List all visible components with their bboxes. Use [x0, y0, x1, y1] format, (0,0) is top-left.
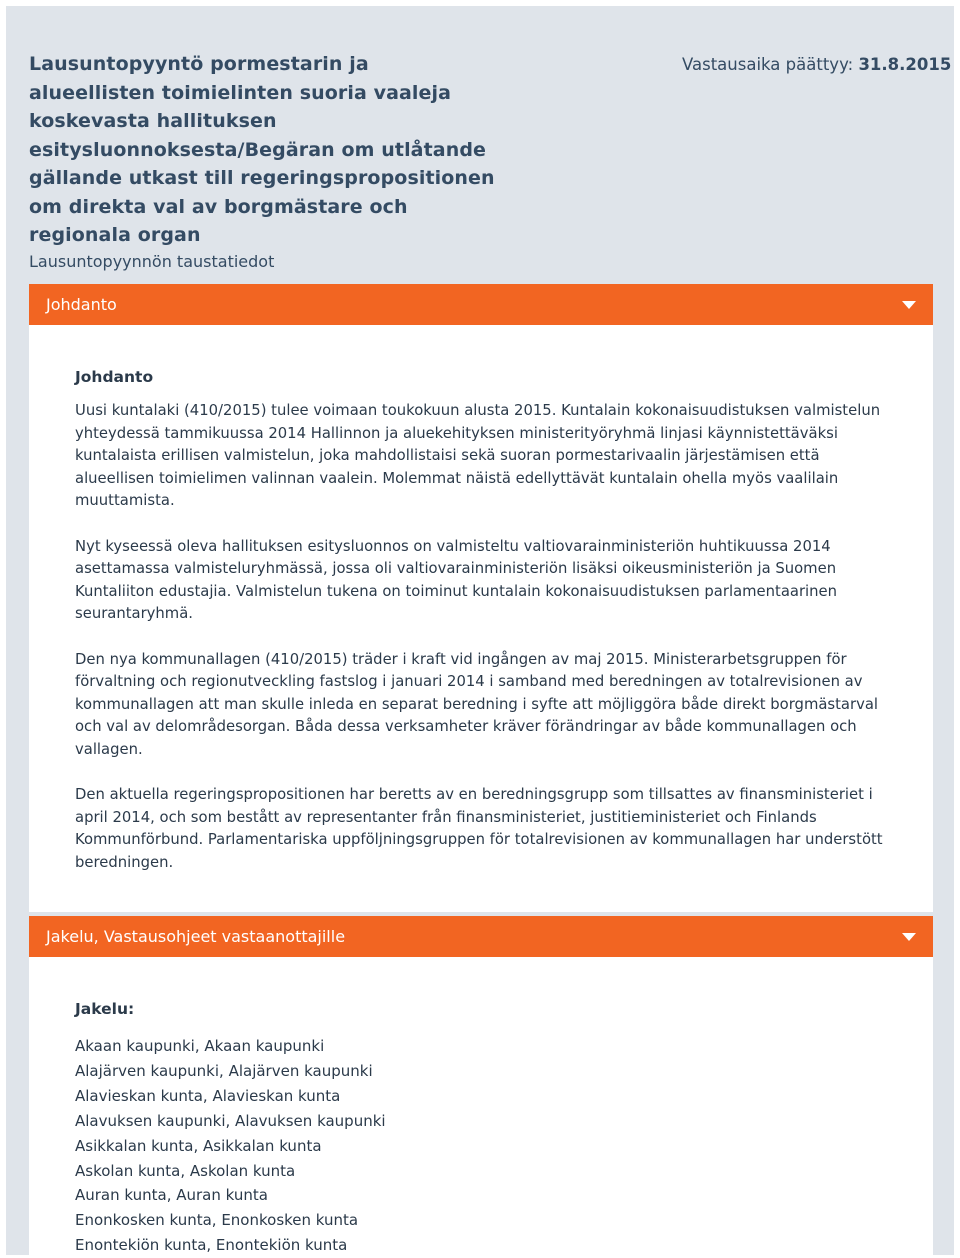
- distribution-accordion-header[interactable]: [29, 916, 933, 957]
- recipient-item: Askolan kunta, Askolan kunta: [75, 1161, 296, 1180]
- recipient-item: Alavieskan kunta, Alavieskan kunta: [75, 1086, 341, 1105]
- background-section-label: Lausuntopyynnön taustatiedot: [29, 252, 275, 271]
- recipient-item: Alajärven kaupunki, Alajärven kaupunki: [75, 1061, 373, 1080]
- intro-accordion-body: [29, 325, 933, 912]
- distribution-accordion-label: Jakelu, Vastausohjeet vastaanottajille: [46, 927, 346, 946]
- recipient-list: [75, 1034, 890, 1258]
- intro-paragraph: Den nya kommunallagen (410/2015) träder i kraft vid ingången av maj 2015. Ministerarbetsgruppen för förvaltning och regionutveckling fastslog i januari 2014 i samband med beredningen av totalrevisionen av kommunallagen att man skulle inleda en separat beredning i syfte att möjliggöra både direkt borgmästarval och val av delområdesorgan. Båda dessa verksamheter kräver förändringar av både kommunallagen och vallagen.: [75, 650, 879, 758]
- recipient-item: Asikkalan kunta, Asikkalan kunta: [75, 1136, 322, 1155]
- intro-accordion-label: Johdanto: [46, 295, 117, 314]
- intro-content: [75, 366, 890, 897]
- deadline-label: Vastausaika päättyy:: [682, 55, 854, 74]
- page-container: [6, 6, 954, 1255]
- recipient-item: Auran kunta, Auran kunta: [75, 1186, 268, 1205]
- chevron-down-icon[interactable]: [902, 933, 916, 941]
- intro-accordion-header[interactable]: [29, 284, 933, 325]
- recipient-item: Alavuksen kaupunki, Alavuksen kaupunki: [75, 1111, 386, 1130]
- intro-heading: Johdanto: [75, 368, 154, 386]
- recipient-item: Enontekiön kunta, Enontekiön kunta: [75, 1236, 348, 1255]
- chevron-down-icon[interactable]: [902, 301, 916, 309]
- intro-paragraph: Nyt kyseessä oleva hallituksen esitysluonnos on valmisteltu valtiovarainministeriön huhtikuussa 2014 asettamassa valmisteluryhmässä, jossa oli valtiovarainministeriön lisäksi oikeusministeriön ja Suomen Kuntaliiton edustajia. Valmistelun tukena on toiminut kuntalain kokonaisuudistuksen parlamentaarinen seurantaryhmä.: [75, 537, 838, 623]
- page-title: Lausuntopyyntö pormestarin ja alueellisten toimielinten suoria vaaleja koskevasta hallituksen esitysluonnoksesta/Begäran om utlåtande gällande utkast till regeringspropositionen om direkta val av borgmästare och regionala organ: [29, 53, 495, 246]
- response-deadline: [682, 53, 951, 77]
- intro-paragraph: Den aktuella regeringspropositionen har beretts av en beredningsgrupp som tillsattes av finansministeriet i april 2014, och som bestått av representanter från finansministeriet, justitieministeriet och Finlands Kommunförbund. Parlamentariska uppföljningsgruppen för totalrevisionen av kommunallagen har understött beredningen.: [75, 786, 883, 871]
- distribution-heading: Jakelu:: [75, 1000, 135, 1018]
- distribution-accordion-body: [29, 957, 933, 1255]
- recipient-item: Akaan kaupunki, Akaan kaupunki: [75, 1037, 325, 1055]
- intro-paragraph: Uusi kuntalaki (410/2015) tulee voimaan toukokuun alusta 2015. Kuntalain kokonaisuudistuksen valmistelun yhteydessä tammikuussa 2014 Hallinnon ja aluekehityksen ministerityöryhmä linjasi käynnistettäväksi kuntalaista erillisen valmistelun, joka mahdollistaisi sekä suoran pormestarivaalin järjestämisen että alueellisen toimielimen valinnan vaalein. Molemmat näistä edellyttävät kuntalain ohella myös vaalilain muuttamista.: [75, 402, 881, 510]
- distribution-content: [75, 998, 890, 1258]
- recipient-item: Enonkosken kunta, Enonkosken kunta: [75, 1211, 359, 1230]
- deadline-date: 31.8.2015: [858, 55, 952, 74]
